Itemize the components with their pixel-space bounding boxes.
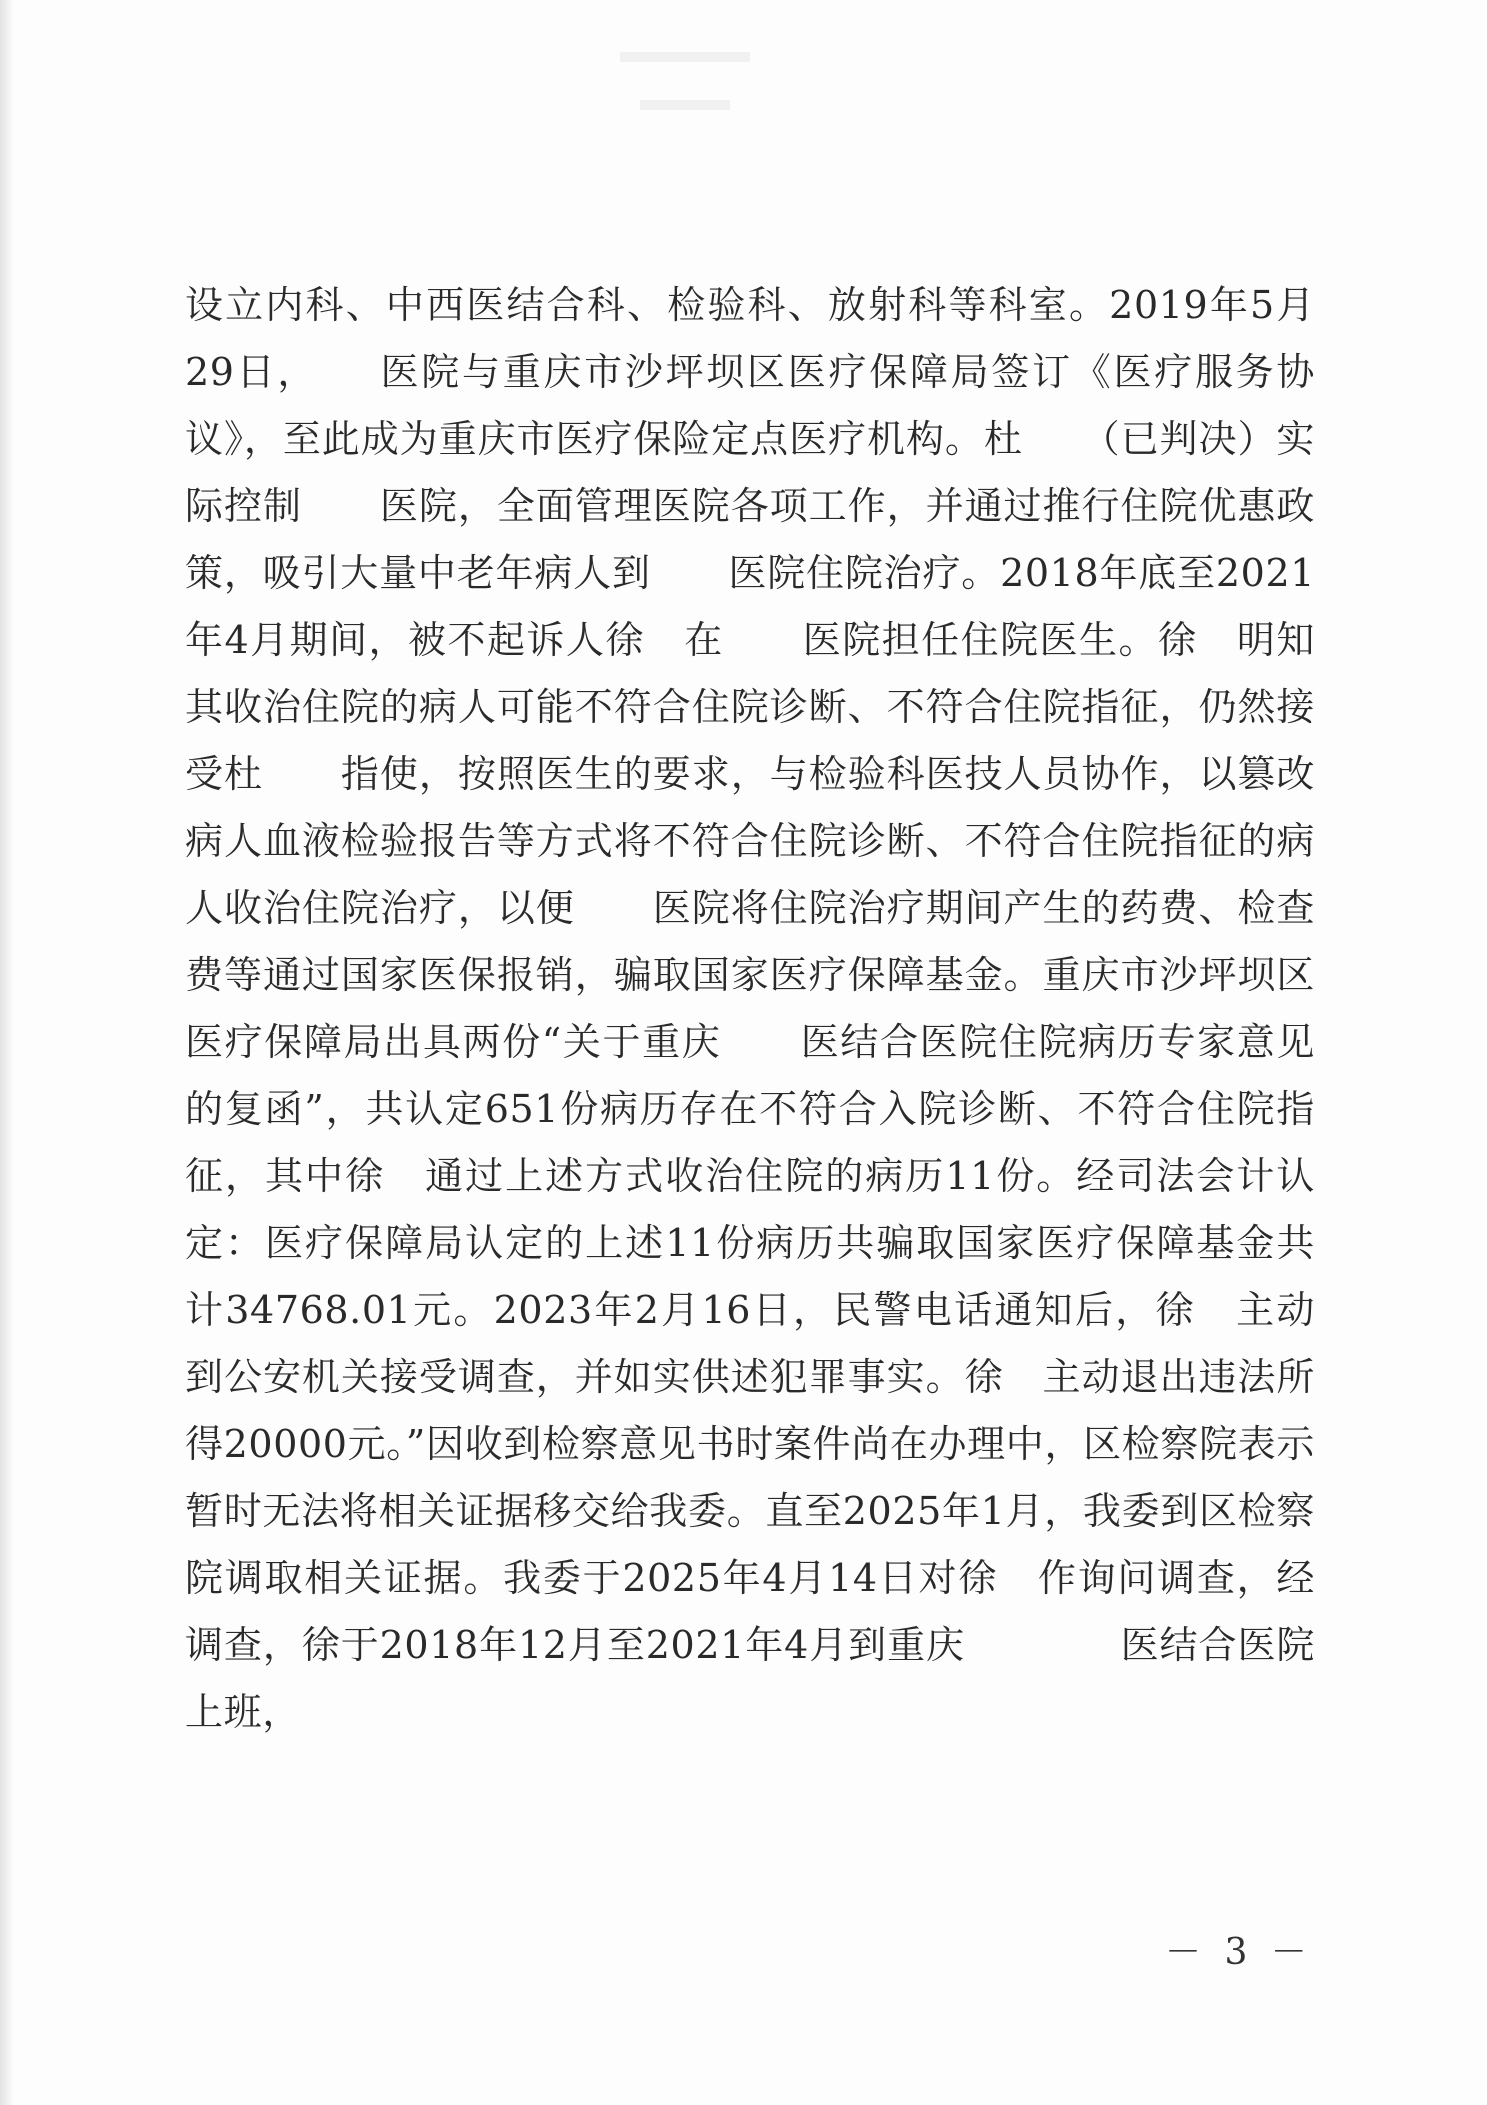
faint-scan-mark bbox=[620, 52, 750, 62]
body-paragraph: 设立内科、中西医结合科、检验科、放射科等科室。2019年5月29日， 医院与重庆市沙坪坝区医疗保障局签订《医疗服务协议》，至此成为重庆市医疗保险定点医疗机构。杜 （已判决）实际控制 医院，全面管理医院各项工作，并通过推行住院优惠政策，吸引大量中老年病人到 医院住院治疗。2018年底至2021年4月期间，被不起诉人徐 在 医院担任住院医生。徐 明知其收治住院的病人可能不符合住院诊断、不符合住院指征，仍然接受杜 指使，按照医生的要求，与检验科医技人员协作，以篡改病人血液检验报告等方式将不符合住院诊断、不符合住院指征的病人收治住院治疗，以便 医院将住院治疗期间产生的药费、检查费等通过国家医保报销，骗取国家医疗保障基金。重庆市沙坪坝区医疗保障局出具两份“关于重庆 医结合医院住院病历专家意见的复函”，共认定651份病历存在不符合入院诊断、不符合住院指征，其中徐 通过上述方式收治住院的病历11份。经司法会计认定：医疗保障局认定的上述11份病历共骗取国家医疗保障基金共计34768.01元。2023年2月16日，民警电话通知后，徐 主动到公安机关接受调查，并如实供述犯罪事实。徐 主动退出违法所得20000元。”因收到检察意见书时案件尚在办理中，区检察院表示暂时无法将相关证据移交给我委。直至2025年1月，我委到区检察院调取相关证据。我委于2025年4月14日对徐 作询问调查，经调查，徐于2018年12月至2021年4月到重庆 医结合医院上班， bbox=[185, 283, 1315, 1734]
scan-edge-shadow bbox=[0, 0, 14, 2105]
page-number: － 3 － bbox=[1165, 1932, 1313, 1973]
faint-scan-mark bbox=[640, 100, 730, 110]
